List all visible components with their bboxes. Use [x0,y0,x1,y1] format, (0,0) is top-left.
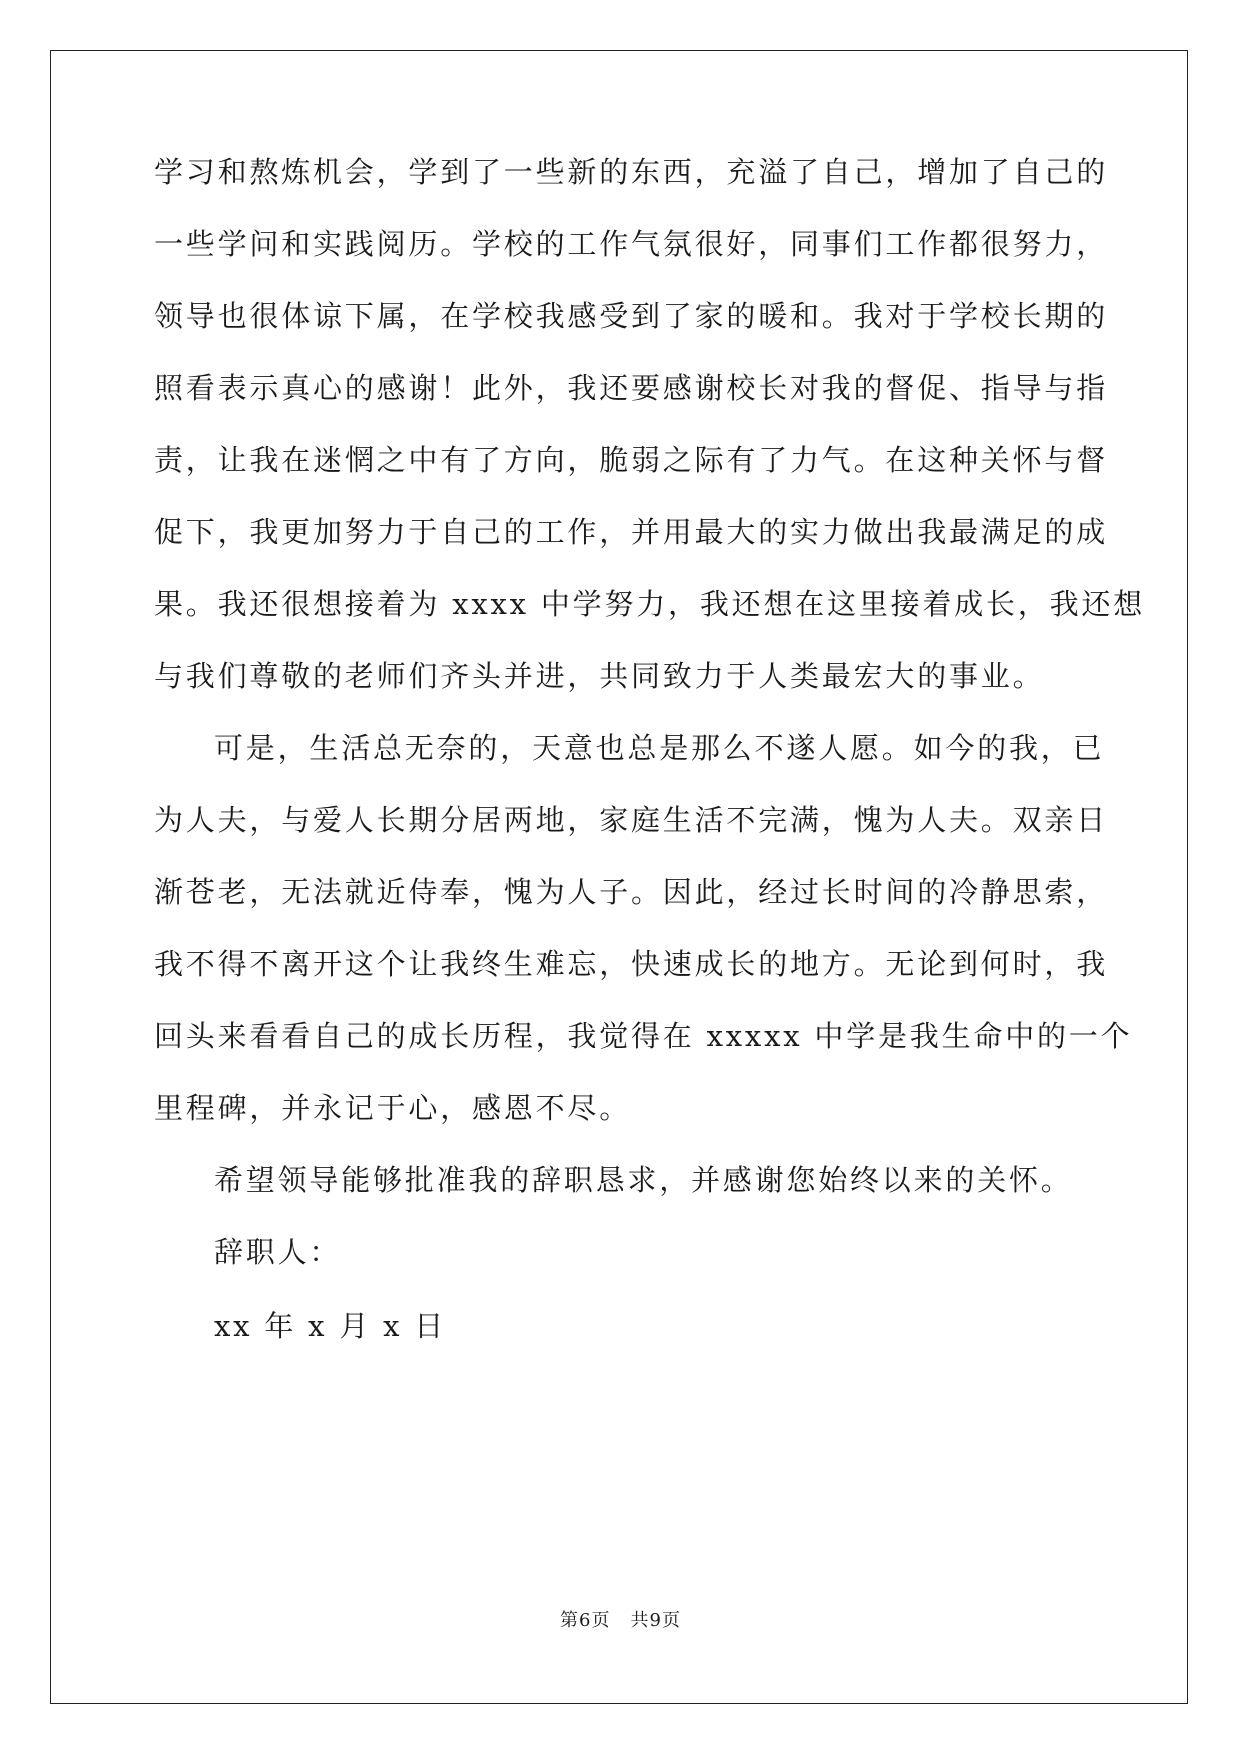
closing-paragraph: 希望领导能够批准我的辞职恳求，并感谢您始终以来的关怀。 [214,1163,1073,1197]
body-text-line: 学习和熬炼机会，学到了一些新的东西，充溢了自己，增加了自己的 [154,155,1109,189]
body-text-line: 促下，我更加努力于自己的工作，并用最大的实力做出我最满足的成 [154,515,1109,549]
body-text-line: 回头来看看自己的成长历程，我觉得在 xxxxx 中学是我生命中的一个 [154,1019,1133,1053]
body-text-line: 领导也很体谅下属，在学校我感受到了家的暖和。我对于学校长期的 [154,299,1109,333]
body-text-line: 一些学问和实践阅历。学校的工作气氛很好，同事们工作都很努力， [154,227,1109,261]
signature-date: xx 年 x 月 x 日 [214,1309,447,1343]
body-text-line: 照看表示真心的感谢！此外，我还要感谢校长对我的督促、指导与指 [154,371,1109,405]
paragraph-start-line: 可是，生活总无奈的，天意也总是那么不遂人愿。如今的我，已 [214,731,1105,765]
body-text-line: 与我们尊敬的老师们齐头并进，共同致力于人类最宏大的事业。 [154,659,1045,693]
total-page-count: 共9页 [630,1610,681,1631]
body-text-line: 为人夫，与爱人长期分居两地，家庭生活不完满，愧为人夫。双亲日 [154,803,1109,837]
body-text-line: 我不得不离开这个让我终生难忘，快速成长的地方。无论到何时，我 [154,947,1109,981]
body-text-line: 渐苍老，无法就近侍奉，愧为人子。因此，经过长时间的冷静思索， [154,875,1109,909]
page-footer [0,1609,1241,1633]
body-text-line: 果。我还很想接着为 xxxx 中学努力，我还想在这里接着成长，我还想 [154,587,1146,621]
current-page-number: 第6页 [560,1610,611,1631]
body-text-line: 责，让我在迷惘之中有了方向，脆弱之际有了力气。在这种关怀与督 [154,443,1109,477]
body-text-line: 里程碑，并永记于心，感恩不尽。 [154,1091,632,1125]
signature-label: 辞职人： [214,1235,342,1269]
